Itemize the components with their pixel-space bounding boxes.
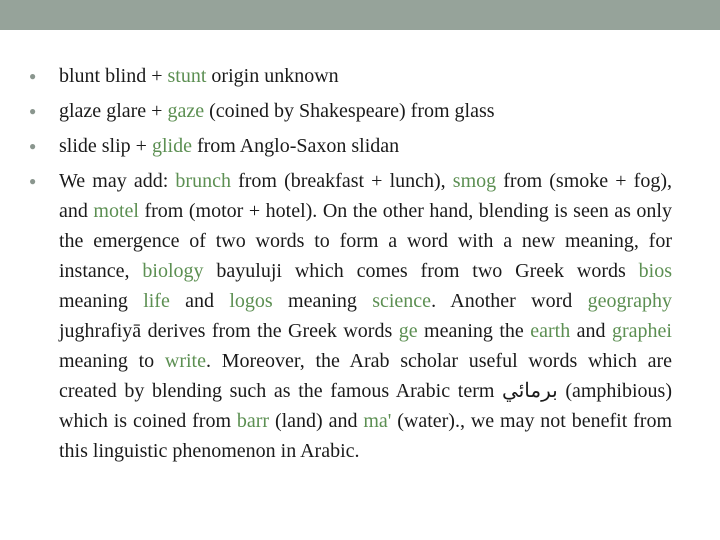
text-run: meaning to bbox=[59, 350, 165, 372]
text-run: and bbox=[169, 290, 230, 312]
bullet-item-we-may-add bbox=[29, 166, 672, 466]
bullet-text bbox=[59, 135, 399, 157]
bullet-item-glaze bbox=[29, 96, 672, 126]
text-run: meaning the bbox=[417, 320, 531, 342]
top-bar bbox=[0, 0, 720, 30]
highlighted-term: bios bbox=[638, 260, 672, 282]
highlighted-term: life bbox=[143, 290, 170, 312]
bullet-item-slide bbox=[29, 131, 672, 161]
text-run: (water)., we may not benefit from this linguistic phenomenon in Arabic. bbox=[59, 410, 673, 462]
highlighted-term: glide bbox=[151, 135, 192, 157]
bullet-text bbox=[59, 170, 672, 462]
highlighted-term: logos bbox=[229, 290, 273, 312]
text-run: jughrafiyā derives from the Greek words bbox=[59, 320, 399, 342]
highlighted-term: ge bbox=[398, 320, 418, 342]
text-run: . Moreover, the Arab scholar useful words which are created by blending such as the famous Arabic term bbox=[59, 350, 672, 402]
highlighted-term: write bbox=[164, 350, 206, 372]
text-run: glaze glare + bbox=[59, 100, 168, 122]
text-run: (amphibious) which is coined from bbox=[59, 380, 672, 432]
bullet-text bbox=[59, 100, 495, 122]
highlighted-term: stunt bbox=[167, 65, 207, 87]
highlighted-term: geography bbox=[587, 290, 672, 312]
highlighted-term: gaze bbox=[167, 100, 205, 122]
text-run: from (motor + hotel). On the other hand, blending is seen as only the emergence of two words to form a word with a new meaning, for instance, bbox=[59, 200, 672, 282]
arabic-term: برمائي bbox=[502, 380, 558, 402]
highlighted-term: biology bbox=[142, 260, 204, 282]
text-run: origin unknown bbox=[206, 65, 339, 87]
text-run: meaning bbox=[59, 290, 144, 312]
bullet-dot-icon: ● bbox=[29, 69, 37, 83]
highlighted-term: earth bbox=[530, 320, 571, 342]
highlighted-term: ma' bbox=[363, 410, 392, 432]
bullet-dot-icon: ● bbox=[29, 174, 37, 188]
bullet-dot-icon: ● bbox=[29, 139, 37, 153]
text-run: from (breakfast + lunch), bbox=[230, 170, 453, 192]
highlighted-term: brunch bbox=[175, 170, 231, 192]
text-run: and bbox=[570, 320, 613, 342]
text-run: meaning bbox=[272, 290, 373, 312]
text-run: . Another word bbox=[431, 290, 588, 312]
bullet-list bbox=[29, 61, 672, 471]
text-run: We may add: bbox=[59, 170, 176, 192]
text-run: from Anglo-Saxon slidan bbox=[191, 135, 400, 157]
highlighted-term: smog bbox=[452, 170, 497, 192]
highlighted-term: graphei bbox=[612, 320, 672, 342]
bullet-item-blunt bbox=[29, 61, 672, 91]
highlighted-term: science bbox=[372, 290, 432, 312]
bullet-dot-icon: ● bbox=[29, 104, 37, 118]
text-run: blunt blind + bbox=[59, 65, 168, 87]
highlighted-term: barr bbox=[236, 410, 270, 432]
bullet-text bbox=[59, 65, 339, 87]
text-run: (coined by Shakespeare) from glass bbox=[204, 100, 495, 122]
text-run: bayuluji which comes from two Greek words bbox=[203, 260, 639, 282]
highlighted-term: motel bbox=[93, 200, 139, 222]
text-run: slide slip + bbox=[59, 135, 152, 157]
text-run: (land) and bbox=[269, 410, 364, 432]
text-run: from (smoke + fog), and bbox=[59, 170, 672, 222]
